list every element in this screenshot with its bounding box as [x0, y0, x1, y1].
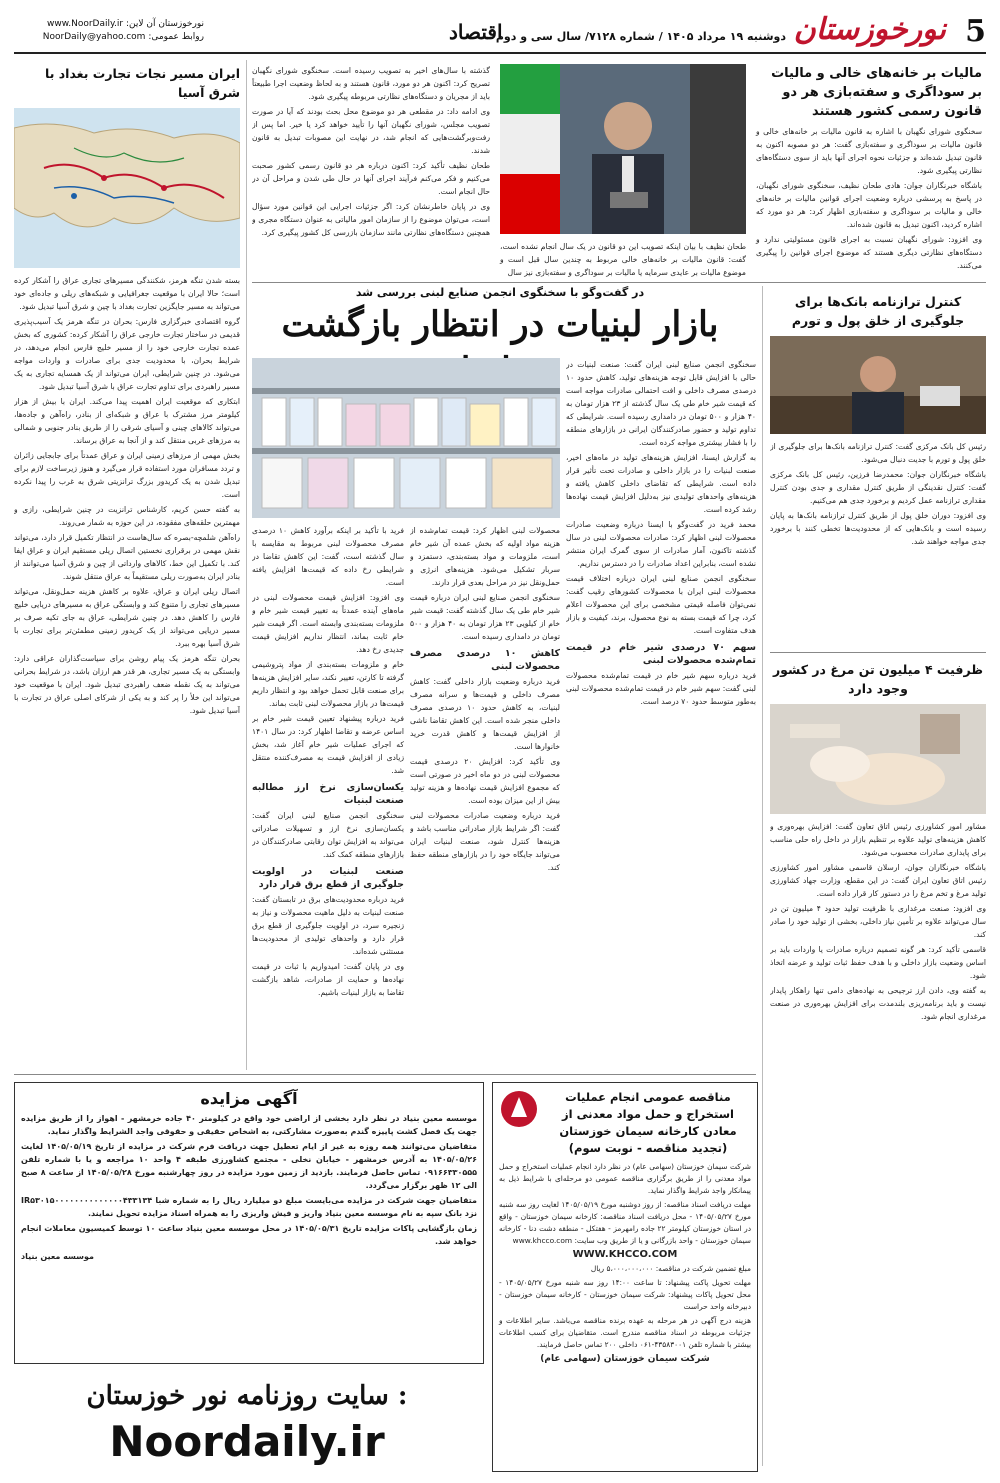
page-number: 5	[965, 14, 986, 49]
dairy-col2-text	[410, 524, 560, 874]
dairy-paragraph: وی افزود: افزایش قیمت محصولات لبنی در ماه‌های آینده عمدتاً به تغییر قیمت شیر خام و ملزومات بسته‌بندی وابسته است. اگر قیمت شیر خام ثابت بماند، انتظار نداریم افزایش قیمت جدیدی رخ دهد.	[252, 593, 404, 654]
site-promo-url[interactable]: Noordaily.ir	[109, 1417, 385, 1466]
issue-date: دوشنبه ۱۹ مرداد ۱۴۰۵ / شماره ۷۱۲۸/ سال سی و دوم	[495, 30, 786, 43]
tender-text: هزینه درج آگهی در هر مرحله به عهده برنده مناقصه می‌باشد. سایر اطلاعات و جزئیات مربوطه در اسناد مناقصه مندرج است. متقاضیان برای کسب اطلاعات بیشتر با شماره تلفن ۴۳۵۸۳۰۰۱-۰۶۱ داخلی ۲۰۰ تماس حاصل فرمایند.	[499, 1316, 751, 1349]
trade-paragraph: گروه اقتصادی خبرگزاری فارس: بحران در تنگه هرمز یک آسیب‌پذیری قدیمی در ساختار تجارت خارجی عراق را آشکار کرده: کشوری که بخش عمده تجارت خارجی خود را از مسیر خلیج فارس انجام می‌دهد، در شرایط بحران، با محدودیت جدی برای صادرات و واردات مواجه می‌شود. در چنین شرایطی، ایران می‌تواند از یک همسایه تجاری به یک مسیر راهبردی برای تداوم تجارت عراق با شرق آسیا تبدیل شود.	[14, 317, 240, 391]
tax-paragraph: وی ادامه داد: در مقطعی هر دو موضوع محل بحث بودند که آیا در صورت تصویب مجلس، شورای نگهبان آنها را تأیید خواهد کرد یا خیر. اما پس از رفت‌وبرگشت‌هایی که انجام شد، در نهایت این مصوبات تبدیل به قانون شدند.	[252, 107, 490, 155]
tax-paragraph: سخنگوی شورای نگهبان با اشاره به قانون مالیات بر خانه‌های خالی و قانون مالیات بر سوداگری و سفته‌بازی گفت: هر دو مصوبه اکنون به قانون تبدیل شده‌اند و جزئیات نحوه اجرای آنها باید از سوی دستگاه‌های نظارتی پیگیری شود.	[756, 127, 982, 175]
dairy-subheading: سهم ۷۰ درصدی شیر خام در قیمت تمام‌شده محصولات لبنی	[566, 642, 756, 666]
dairy-paragraph: فرید درباره وضعیت صادرات محصولات لبنی گفت: اگر شرایط بازار صادراتی مناسب باشد و هزینه‌ها کنترل شود، صنعت لبنیات ایران می‌تواند جایگاه خود را در بازارهای منطقه حفظ کند.	[410, 811, 560, 872]
masthead	[14, 14, 986, 54]
dairy-paragraph: سخنگوی انجمن صنایع لبنی ایران درباره اختلاف قیمت محصولات لبنی ایران با محصولات کشورهای رقیب گفت: نمی‌توان فاصله قیمتی مشخصی برای این محصولات اعلام کرد، چرا که قیمت بسته به نوع محصول، برند، کیفیت و بازار هدف متفاوت است.	[566, 574, 756, 635]
newspaper-logo: نورخوزستان	[793, 12, 946, 47]
dairy-paragraph: محصولات لبنی اظهار کرد: قیمت تمام‌شده از هزینه مواد اولیه که بخش عمده آن شیر خام است، ملزومات و مواد بسته‌بندی، دستمزد و سربار تشکیل می‌شود. هزینه‌های انرژی و حمل‌ونقل نیز در مراحل بعدی قرار دارند.	[410, 526, 560, 587]
site-promo	[14, 1375, 480, 1469]
tender-body	[499, 1161, 751, 1365]
dairy-paragraph: سخنگوی انجمن صنایع لبنی ایران درباره قیمت شیر خام طی یک سال گذشته گفت: قیمت شیر خام از کیلویی ۲۳ هزار تومان به ۴۰ هزار و ۵۰۰ تومان در دامداری رسیده است.	[410, 593, 560, 641]
chicken-paragraph: مشاور امور کشاورزی رئیس اتاق تعاون گفت: افزایش بهره‌وری و کاهش هزینه‌های تولید علاوه بر تنظیم بازار در داخل راه حلی مناسب برای پایداری صادرات محسوب می‌شود.	[770, 822, 986, 857]
trade-paragraph: راه‌آهن شلمچه-بصره که سال‌هاست در انتظار تکمیل قرار دارد، می‌تواند نقش مهمی در برقراری نخستین اتصال ریلی مستقیم ایران و عراق ایفا کند. با تکمیل این خط، کالاهای وارداتی از چین و شرق آسیا می‌توانند از بنادر ایران به‌صورت ریلی مستقیماً به عراق منتقل شوند.	[14, 533, 240, 581]
tax-paragraph: گذشته با سال‌های اخیر به تصویب رسیده است. سخنگوی شورای نگهبان تصریح کرد: اکنون هر دو مورد، قانون هستند و به لحاظ وضعیت اجرا طبیعتاً باید از مجریان و دستگاه‌های نظارتی مربوطه پیگیری شود.	[252, 66, 490, 101]
trade-article	[14, 64, 240, 1064]
dairy-paragraph: سخنگوی انجمن صنایع لبنی ایران گفت: یکسان‌سازی نرخ ارز و تسهیلات صادراتی می‌تواند به افزایش توان رقابتی صادرکنندگان در بازارهای منطقه کمک کند.	[252, 811, 404, 859]
auction-text: موسسه معین بنیاد در نظر دارد بخشی از اراضی خود واقع در کیلومتر ۴۰ جاده خرمشهر - اهواز را از طریق مزایده جهت یک فصل کشت پاییزه گندم به‌صورت مشارکتی، به اشخاص حقیقی و حقوقی واجد الشرایط واگذار نماید.	[21, 1114, 477, 1136]
asia-map-image	[14, 108, 240, 268]
auction-signature: موسسه معین بنیاد	[21, 1252, 94, 1261]
auction-text: متقاضیان می‌توانند همه روزه به غیر از ایام تعطیل جهت دریافت فرم شرکت در مزایده از تاریخ ۱۴۰۵/۰۵/۱۹ لغایت ۱۴۰۵/۰۵/۲۶ به آدرس خرمشهر - خیابان نخلی - مجتمع کشاورزی طبقه ۴ واحد ۱۰ مراجعه و یا با شماره تلفن ۰۹۱۶۶۳۳۰۵۵۵ تماس حاصل فرمایند. بازدید از زمین مورد مزایده در روز چهارشنبه مورخ ۱۴۰۵/۰۵/۲۸ از ساعت ۸ صبح الی ۱۲ ظهر برگزار می‌گردد.	[21, 1142, 478, 1190]
site-promo-label: : سایت روزنامه نور خوزستان	[86, 1381, 408, 1411]
dairy-paragraph: فرید درباره محدودیت‌های برق در تابستان گفت: صنعت لبنیات به دلیل ماهیت محصولات و نیاز به زنجیره سرد، در اولویت جلوگیری از قطع برق قرار دارد و واحدهای تولیدی از محدودیت‌ها مستثنی شده‌اند.	[252, 895, 404, 956]
chicken-body	[770, 820, 986, 1023]
dairy-paragraph: فرید درباره سهم شیر خام در قیمت تمام‌شده محصولات لبنی گفت: سهم شیر خام در قیمت تمام‌شده محصولات لبنی به‌طور متوسط حدود ۷۰ درصد است.	[566, 671, 756, 706]
chicken-paragraph: وی افزود: صنعت مرغداری با ظرفیت تولید حدود ۴ میلیون تن در سال می‌تواند علاوه بر تأمین نیاز داخلی، بخشی از تولید خود را صادر کند.	[770, 904, 986, 939]
tender-ad	[492, 1082, 758, 1472]
tax-paragraph: باشگاه خبرنگاران جوان: هادی طحان نظیف، سخنگوی شورای نگهبان، در پاسخ به پرسشی درباره وضعیت اجرای قوانین مالیات بر خانه‌های خالی و مالیات بر سوداگری و سفته‌بازی اظهار کرد: هر دو مورد که اشاره کردید، اکنون تبدیل به قانون شده‌اند.	[756, 181, 982, 229]
chicken-article	[770, 660, 986, 1470]
site-email[interactable]: روابط عمومی: NoorDaily@yahoo.com	[42, 32, 204, 42]
auction-title: آگهی مزایده	[200, 1089, 298, 1108]
chicken-paragraph: به گفته وی، دادن ارز ترجیحی به نهاده‌های دامی تنها راهکار پایدار نیست و باید برنامه‌ریزی بلندمدت برای افزایش بهره‌وری در صنعت مرغداری انجام شود.	[770, 986, 986, 1021]
dairy-paragraph: به گزارش ایسنا، افزایش هزینه‌های تولید در ماه‌های اخیر، صنعت لبنیات را در بازار داخلی و صادرات تحت تأثیر قرار داده است. شرایطی که تقاضای داخلی کاهش یافته و هزینه‌های واحدهای تولیدی نیز به‌دلیل افزایش قیمت نهاده‌ها رشد کرده است.	[566, 453, 756, 514]
bank-body	[770, 440, 986, 548]
chicken-photo	[770, 704, 986, 814]
dairy-paragraph: سخنگوی انجمن صنایع لبنی ایران گفت: صنعت لبنیات در حالی با افزایش قابل توجه هزینه‌های تولید، کاهش حدود ۱۰ درصدی مصرف داخلی و افت احتمالی صادرات مواجه است که قیمت شیر خام طی یک سال گذشته از ۲۳ هزار تومان به ۴۰ هزار و ۵۰۰ تومان در دامداری رسیده است. شرایطی که تداوم تولید و حضور صادرکنندگان ایرانی در بازارهای منطقه را با فشار بیشتری مواجه کرده است.	[566, 360, 756, 447]
tender-text: مهلت تحویل پاکت پیشنهاد: تا ساعت ۱۴:۰۰ روز سه شنبه مورخ ۱۴۰۵/۰۵/۲۷ - محل تحویل پاکات پیشنهاد: شرکت سیمان خوزستان - کارخانه سیمان خوزستان - دبیرخانه واحد حراست	[499, 1278, 751, 1311]
dairy-paragraph: فرید درباره وضعیت بازار داخلی گفت: کاهش مصرف داخلی و قیمت‌ها و سرانه مصرف لبنیات، به کاهش حدود ۱۰ درصدی مصرف داخلی منجر شده است. این کاهش تقاضا ناشی از افزایش قیمت‌ها و کاهش قدرت خرید خانوارها است.	[410, 677, 560, 751]
tax-article	[252, 64, 982, 279]
trade-paragraph: بخش مهمی از مرزهای زمینی ایران و عراق عمدتاً برای جابجایی زائران و تردد مسافران مورد استفاده قرار می‌گیرد و هنوز زیرساخت لازم برای تبدیل شدن به یک کریدور بزرگ ترانزیتی شرق به غرب را پیدا نکرده است.	[14, 451, 240, 499]
auction-text: زمان بازگشایی پاکات مزایده تاریخ ۱۴۰۵/۰۵/۳۱ در محل موسسه معین بنیاد ساعت ۱۰ توسط کمیسیون معاملات انجام خواهد شد.	[21, 1224, 477, 1246]
dairy-paragraph: خام و ملزومات بسته‌بندی از مواد پتروشیمی گرفته تا کارتن، تغییر نکند، سایر افزایش هزینه‌ها برای صنعت قابل تحمل خواهد بود و انتظار داریم قیمت‌ها در بازار محصولات لبنی ثابت بماند.	[252, 660, 404, 708]
dairy-col1-text	[566, 358, 756, 708]
tax-paragraph: وی افزود: شورای نگهبان نسبت به اجرای قانون مسئولیتی ندارد و دستگاه‌های نظارتی دیگری هستند که موضوع اجرای قوانین را پیگیری می‌کنند.	[756, 235, 982, 270]
spokesman-photo	[500, 64, 746, 234]
dairy-subheading: کاهش ۱۰ درصدی مصرف محصولات لبنی	[410, 648, 560, 672]
bank-title: کنترل ترازنامه بانک‌ها برای جلوگیری از خلق پول و تورم	[791, 294, 965, 328]
tender-text: مهلت دریافت اسناد مناقصه: از روز دوشنبه مورخ ۱۴۰۵/۰۵/۱۹ لغایت روز سه شنبه مورخ ۱۴۰۵/۰۵/۲۷ - محل دریافت اسناد مناقصه: کارخانه سیمان خوزستان - واقع در استان خوزستان کیلومتر ۲۲ جاده رامهرمز - هفتکل - منطقه دشت دنا - کارخانه سیمان خوزستان - واحد بازرگانی و یا از طریق وب سایت: www.khcco.com	[499, 1200, 752, 1245]
auction-text: متقاضیان جهت شرکت در مزایده می‌بایست مبلغ دو میلیارد ریال را به شماره شبا IR۵۳۰۱۵۰۰۰۰۰۰۰۰۰۰۰۰۰۰۴۳۳۱۳۴ نزد بانک سپه به نام موسسه معین بنیاد واریز و فیش واریزی را به همراه اسناد مزایده تحویل نمایند.	[21, 1196, 477, 1218]
chicken-paragraph: قاسمی تأکید کرد: هر گونه تصمیم درباره صادرات یا واردات باید بر اساس وضعیت بازار داخلی و با هدف حفظ ثبات تولید و عرضه اتخاذ شود.	[770, 945, 986, 980]
dairy-paragraph: وی تأکید کرد: افزایش ۲۰ درصدی قیمت محصولات لبنی در دو ماه اخیر در صورتی است که مجموع افزایش قیمت نهاده‌ها و هزینه تولید بیش از این میزان بوده است.	[410, 757, 560, 805]
tender-text: مبلغ تضمین شرکت در مناقصه: ۵،۰۰۰،۰۰۰،۰۰۰ ریال	[590, 1264, 751, 1273]
dairy-subheading: صنعت لبنیات در اولویت جلوگیری از قطع برق قرار دارد	[252, 866, 404, 890]
trade-body	[14, 274, 240, 717]
dairy-col4	[252, 362, 372, 522]
dairy-paragraph: وی در پایان گفت: امیدواریم با ثبات در قیمت نهاده‌ها و حمایت از صادرات، شاهد بازگشت تقاضا به بازار لبنیات باشیم.	[252, 962, 404, 997]
trade-title: ایران مسیر نجات تجارت بغداد با شرق آسیا	[45, 66, 240, 100]
tender-text: شرکت سیمان خوزستان (سهامی عام) در نظر دارد انجام عملیات استخراج و حمل مواد معدنی را از طریق برگزاری مناقصه عمومی دو مرحله‌ای با شرایط ذیل به پیمانکار واجد شرایط واگذار نماید.	[499, 1162, 751, 1195]
dairy-kicker: در گفت‌وگو با سخنگوی انجمن صنایع لبنی بررسی شد	[355, 286, 645, 299]
dairy-subheading: یکسان‌سازی نرخ ارز مطالبه صنعت لبنیات	[252, 782, 404, 806]
map-graphic	[14, 108, 240, 268]
tender-title: مناقصه عمومی انجام عملیات استخراج و حمل مواد معدنی از معادن کارخانه سیمان خوزستان (تجدید مناقصه - نوبت سوم)	[559, 1090, 737, 1155]
tax-paragraph: طحان نظیف تأکید کرد: اکنون درباره هر دو قانون رسمی کشور صحبت می‌کنیم و فکر می‌کنم فرآیند اجرای آنها در حال طی شدن و مراحل آن در حال انجام است.	[252, 161, 490, 196]
dairy-col3	[252, 524, 404, 1068]
trade-paragraph: به گفته حسن کریم، کارشناس ترانزیت در چنین شرایطی، رازی و مهمترین حلقه‌های مفقوده، در این حوزه به شمار می‌روند.	[14, 505, 240, 527]
site-info	[14, 18, 204, 44]
chicken-image	[770, 704, 986, 814]
governor-photo	[770, 336, 986, 434]
company-logo-icon	[499, 1089, 539, 1129]
bank-paragraph: باشگاه خبرنگاران جوان: محمدرضا فرزین، رئیس کل بانک مرکزی گفت: کنترل نقدینگی از طریق کنترل مقداری و جدی بودن کنترل مقداری ترازنامه عمل کردیم و برخورد جدی هم می‌کنیم.	[770, 470, 986, 505]
dairy-col2	[410, 524, 560, 1068]
tax-body-continued	[252, 64, 490, 241]
site-url[interactable]: نورخوزستان آن لاین: www.NoorDaily.ir	[46, 19, 204, 29]
tax-caption: طحان نظیف با بیان اینکه تصویب این دو قانون در یک سال انجام نشده است، گفت: قانون مالیات بر خانه‌های خالی مربوط به چندین سال قبل است و موضوع مالیات بر عایدی سرمایه یا مالیات بر سوداگری و سفته‌بازی نیز سال	[500, 242, 746, 277]
tax-body	[756, 125, 982, 272]
dairy-headline: بازار لبنیات در انتظار بازگشت	[281, 304, 719, 345]
dairy-paragraph: فرید درباره پیشنهاد تعیین قیمت شیر خام بر اساس عرضه و تقاضا اظهار کرد: در سال ۱۴۰۱ که اجرای عملیات شیر خام آغاز شد، بخش زیادی از افزایش قیمت به مصرف‌کننده منتقل شد.	[252, 714, 404, 775]
tax-title: مالیات بر خانه‌های خالی و مالیات بر سوداگری و سفته‌بازی هر دو قانون رسمی کشور هستند	[771, 66, 982, 119]
governor-image	[770, 336, 986, 434]
auction-ad	[14, 1082, 484, 1364]
section-title: اقتصاد	[449, 20, 503, 44]
dairy-paragraph: محمد فرید در گفت‌وگو با ایسنا درباره وضعیت صادرات محصولات لبنی اظهار کرد: صادرات محصولات لبنی در سال گذشته تاکنون، آمار صادرات از سوی گمرک ایران منتشر نشده است، بنابراین اعداد صادرات را در دسترس نداریم.	[566, 520, 756, 568]
tender-website[interactable]: WWW.KHCCO.COM	[572, 1249, 678, 1260]
dairy-paragraph: فرید با تأکید بر اینکه برآورد کاهش ۱۰ درصدی مصرف محصولات لبنی مربوط به مقایسه با سال گذشته است، گفت: این کاهش تقاضا در شرایطی رخ داده که قیمت‌ها افزایش یافته است.	[252, 526, 404, 587]
auction-body	[21, 1112, 477, 1263]
bank-paragraph: وی افزود: دوران خلق پول از طریق کنترل ترازنامه بانک‌ها به پایان رسیده است و بانک‌هایی که از محدودیت‌ها تخطی کنند با برخورد جدی مواجه خواهند شد.	[770, 511, 986, 546]
bank-paragraph: رئیس کل بانک مرکزی گفت: کنترل ترازنامه بانک‌ها برای جلوگیری از خلق پول و تورم با جدیت دنبال می‌شود.	[770, 442, 986, 464]
dairy-col3-text	[252, 524, 404, 999]
bank-article	[770, 292, 986, 652]
trade-paragraph: اتصال ریلی ایران و عراق، علاوه بر کاهش هزینه حمل‌ونقل، می‌تواند مسیرهای تجاری را متنوع کند و وابستگی عراق به مسیرهای دریایی خلیج فارس را کاهش دهد. در چنین شرایطی، عراق به جای تکیه صرف بر مسیر دریایی می‌تواند از یک کریدور زمینی مطمئن‌تر برای تجارت با شرق آسیا بهره ببرد.	[14, 587, 240, 648]
tender-signature: شرکت سیمان خوزستان (سهامی عام)	[540, 1354, 710, 1364]
trade-paragraph: بسته شدن تنگه هرمز، شکنندگی مسیرهای تجاری عراق را آشکار کرده است؛ حالا ایران با موقعیت جغرافیایی و شبکه‌های ریلی و جاده‌ای خود می‌تواند به مسیر جایگزین تجارت بغداد با چین و شرق آسیا تبدیل شود.	[14, 276, 240, 311]
trade-paragraph: ابتکاری که موقعیت ایران اهمیت پیدا می‌کند. ایران با بیش از هزار کیلومتر مرز مشترک با عراق و شبکه‌ای از بنادر، راه‌آهن و جاده‌ها، می‌تواند کالاهای چینی و آسیای شرقی را از طریق بنادر جنوبی و شمالی به مرزهای غربی منتقل کند و از آنجا به عراق برساند.	[14, 397, 240, 445]
chicken-paragraph: باشگاه خبرنگاران جوان، ارسلان قاسمی مشاور امور کشاورزی رئیس اتاق تعاون ایران گفت: در این مقطع، وزارت جهاد کشاورزی تولید مرغ و تخم مرغ را در دستور کار قرار داده است.	[770, 863, 986, 898]
dairy-col1	[566, 358, 756, 1068]
chicken-title: ظرفیت ۴ میلیون تن مرغ در کشور وجود دارد	[772, 662, 983, 696]
trade-paragraph: بحران تنگه هرمز یک پیام روشن برای سیاست‌گذاران عراقی دارد: وابستگی به یک مسیر تجاری، هر قدر هم ارزان باشد، در شرایط بحرانی می‌تواند به یک نقطه ضعف راهبردی تبدیل شود. ایران با موقعیت خود می‌تواند این خلأ را پر کند و به یکی از شرکای اصلی عراق در تجارت با آسیا تبدیل شود.	[14, 654, 240, 715]
spokesman-image	[500, 64, 746, 234]
tax-paragraph: وی در پایان خاطرنشان کرد: اگر جزئیات اجرایی این قوانین مورد سؤال است، می‌توان موضوع را از سازمان امور مالیاتی به عنوان دستگاه مجری و همچنین دستگاه‌های نظارتی مانند سازمان بازرسی کل کشور پیگیری کرد.	[252, 202, 490, 237]
